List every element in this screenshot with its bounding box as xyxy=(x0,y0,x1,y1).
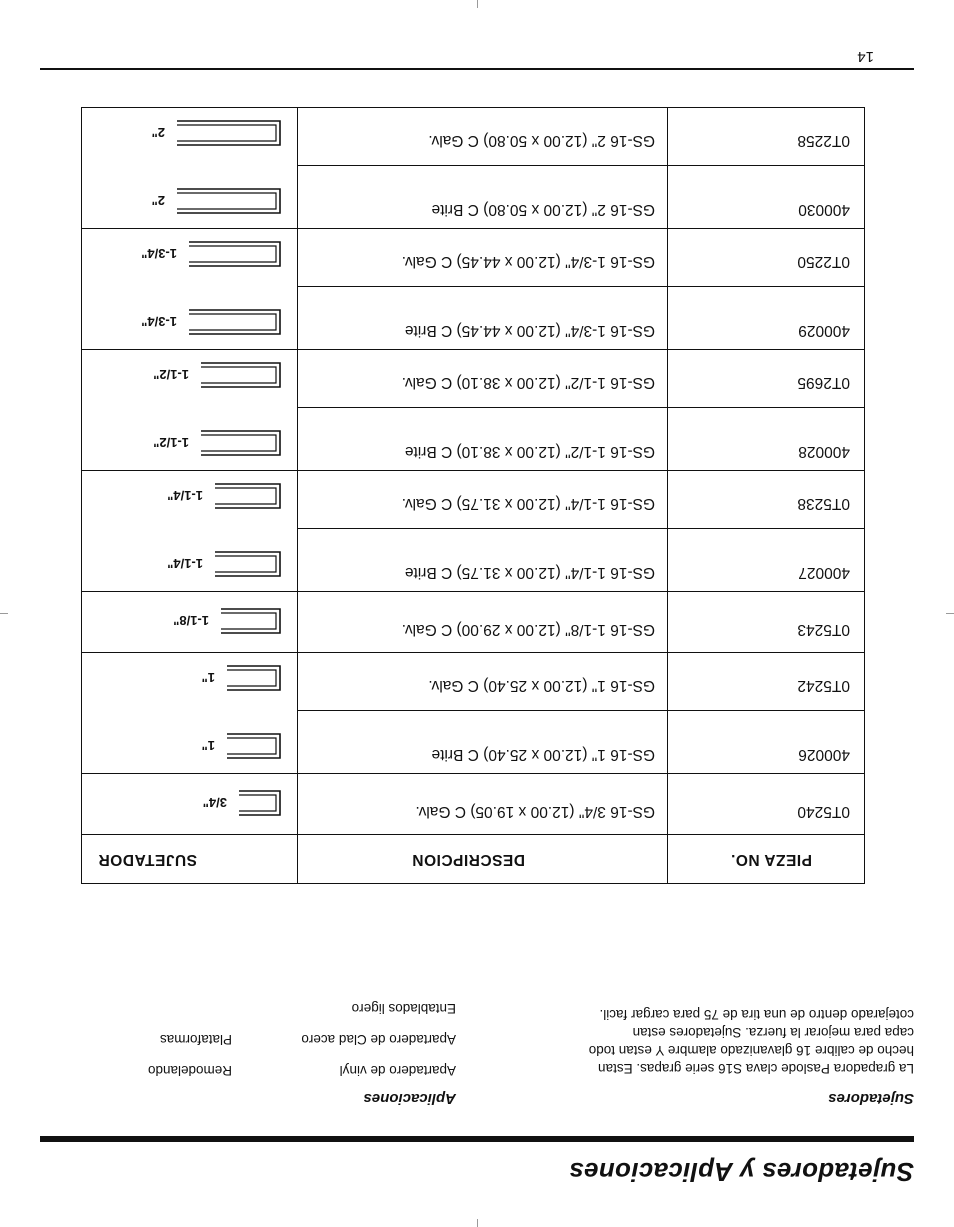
description-cell: GS-16 1" (12.00 x 25.40) C Galv. xyxy=(298,653,668,712)
description-cell: GS-16 1-3/4" (12.00 x 44.45) C Brite xyxy=(298,287,668,350)
fastener-size-label: 2" xyxy=(151,125,165,140)
part-number-cell: 400027 xyxy=(668,529,865,592)
applications-list-1 xyxy=(301,987,456,1080)
part-number-cell: 0T2250 xyxy=(668,229,865,288)
applications-list-2 xyxy=(148,1018,232,1080)
part-number-cell: 0T2258 xyxy=(668,108,865,167)
table-header-row xyxy=(82,835,865,884)
table-row xyxy=(82,471,865,530)
table-row xyxy=(82,408,865,471)
fastener-size-label: 1" xyxy=(201,738,215,753)
staple-icon xyxy=(175,118,283,148)
fastener-cell xyxy=(82,774,298,835)
fastener-size-label: 2" xyxy=(151,193,165,208)
bottom-rule xyxy=(40,68,914,70)
application-item: Remodelando xyxy=(147,1063,232,1078)
staple-icon xyxy=(225,731,283,761)
fastener-cell xyxy=(82,529,298,592)
fastener-size-label: 3/4" xyxy=(202,795,227,810)
application-item: Apartadero de Clad acero xyxy=(301,1032,456,1047)
table-row xyxy=(82,108,865,167)
part-number-cell: 0T2695 xyxy=(668,350,865,409)
application-item: Entablados ligero xyxy=(351,1001,456,1016)
description-cell: GS-16 1-1/2" (12.00 x 38.10) C Brite xyxy=(298,408,668,471)
fastener-cell xyxy=(82,287,298,350)
header-description: DESCRIPCION xyxy=(298,835,668,884)
fastener-illustration xyxy=(82,237,283,271)
staple-icon xyxy=(199,428,283,458)
fasteners-heading: Sujetadores xyxy=(828,1090,914,1107)
table-row xyxy=(82,653,865,712)
description-cell: GS-16 1" (12.00 x 25.40) C Brite xyxy=(298,711,668,774)
fastener-cell xyxy=(82,350,298,409)
fastener-size-label: 1-1/2" xyxy=(153,367,189,382)
fastener-cell xyxy=(82,711,298,774)
staple-icon xyxy=(219,606,283,636)
table-row xyxy=(82,229,865,288)
description-cell: GS-16 3/4" (12.00 x 19.05) C Galv. xyxy=(298,774,668,835)
fastener-size-label: 1" xyxy=(201,670,215,685)
fastener-cell xyxy=(82,408,298,471)
fastener-illustration xyxy=(82,729,283,763)
header-fastener: SUJETADOR xyxy=(82,835,298,884)
fasteners-line: hecho de calibre 16 glavanizado alambre Y estan todo xyxy=(588,1043,914,1058)
fastener-cell xyxy=(82,166,298,229)
crop-mark xyxy=(0,613,8,614)
fastener-illustration xyxy=(82,426,283,460)
fastener-cell xyxy=(82,108,298,167)
fastener-cell xyxy=(82,229,298,288)
description-cell: GS-16 1-1/8" (12.00 x 29.00) C Galv. xyxy=(298,592,668,653)
part-number-cell: 0T5243 xyxy=(668,592,865,653)
part-number-cell: 400029 xyxy=(668,287,865,350)
fastener-table xyxy=(81,107,865,884)
fastener-size-label: 1-1/8" xyxy=(173,613,209,628)
fastener-illustration xyxy=(82,547,283,581)
applications-heading: Aplicaciones xyxy=(363,1090,456,1107)
crop-mark xyxy=(946,613,954,614)
table-row xyxy=(82,166,865,229)
part-number-cell: 400028 xyxy=(668,408,865,471)
fastener-illustration xyxy=(82,116,283,150)
table-row xyxy=(82,774,865,835)
staple-icon xyxy=(225,663,283,693)
fastener-size-label: 1-1/4" xyxy=(167,488,203,503)
title-rule xyxy=(40,1136,914,1142)
fastener-illustration xyxy=(82,661,283,695)
fastener-illustration xyxy=(82,184,283,218)
page-number: 14 xyxy=(857,48,874,65)
fastener-illustration xyxy=(82,604,283,638)
fasteners-line: La grapadora Paslode clava S16 serie grapas. Estan xyxy=(598,1061,914,1076)
fastener-cell xyxy=(82,653,298,712)
description-cell: GS-16 1-1/4" (12.00 x 31.75) C Galv. xyxy=(298,471,668,530)
fastener-illustration xyxy=(82,786,283,820)
staple-icon xyxy=(199,360,283,390)
description-cell: GS-16 2" (12.00 x 50.80) C Brite xyxy=(298,166,668,229)
description-cell: GS-16 1-1/4" (12.00 x 31.75) C Brite xyxy=(298,529,668,592)
fastener-size-label: 1-1/4" xyxy=(167,556,203,571)
staple-icon xyxy=(213,549,283,579)
fastener-illustration xyxy=(82,305,283,339)
application-item: Plataformas xyxy=(159,1032,232,1047)
part-number-cell: 400030 xyxy=(668,166,865,229)
part-number-cell: 0T5240 xyxy=(668,774,865,835)
description-cell: GS-16 1-3/4" (12.00 x 44.45) C Galv. xyxy=(298,229,668,288)
page-title: Sujetadores y Aplicaciones xyxy=(569,1157,914,1187)
table-row xyxy=(82,592,865,653)
staple-icon xyxy=(237,788,283,818)
staple-icon xyxy=(175,186,283,216)
fasteners-line: cotejarado dentro de una tira de 75 para cargar facil. xyxy=(599,1007,914,1022)
application-item: Apartadero de vinyl xyxy=(339,1063,456,1078)
fasteners-line: capa para mejorar la fuerza. Sujetadores estan xyxy=(632,1025,914,1040)
fasteners-description xyxy=(554,1005,914,1077)
fastener-illustration xyxy=(82,358,283,392)
description-cell: GS-16 2" (12.00 x 50.80) C Galv. xyxy=(298,108,668,167)
staple-icon xyxy=(187,239,283,269)
table-row xyxy=(82,529,865,592)
fastener-illustration xyxy=(82,479,283,513)
fastener-size-label: 1-1/2" xyxy=(153,435,189,450)
crop-mark xyxy=(477,1219,478,1227)
staple-icon xyxy=(187,307,283,337)
description-cell: GS-16 1-1/2" (12.00 x 38.10) C Galv. xyxy=(298,350,668,409)
table-row xyxy=(82,287,865,350)
fastener-size-label: 1-3/4" xyxy=(141,314,177,329)
fastener-cell xyxy=(82,471,298,530)
fastener-cell xyxy=(82,592,298,653)
part-number-cell: 0T5242 xyxy=(668,653,865,712)
table-row xyxy=(82,711,865,774)
crop-mark xyxy=(477,0,478,8)
staple-icon xyxy=(213,481,283,511)
part-number-cell: 400026 xyxy=(668,711,865,774)
fastener-size-label: 1-3/4" xyxy=(141,246,177,261)
part-number-cell: 0T5238 xyxy=(668,471,865,530)
header-part-number: PIEZA NO. xyxy=(668,835,865,884)
table-row xyxy=(82,350,865,409)
